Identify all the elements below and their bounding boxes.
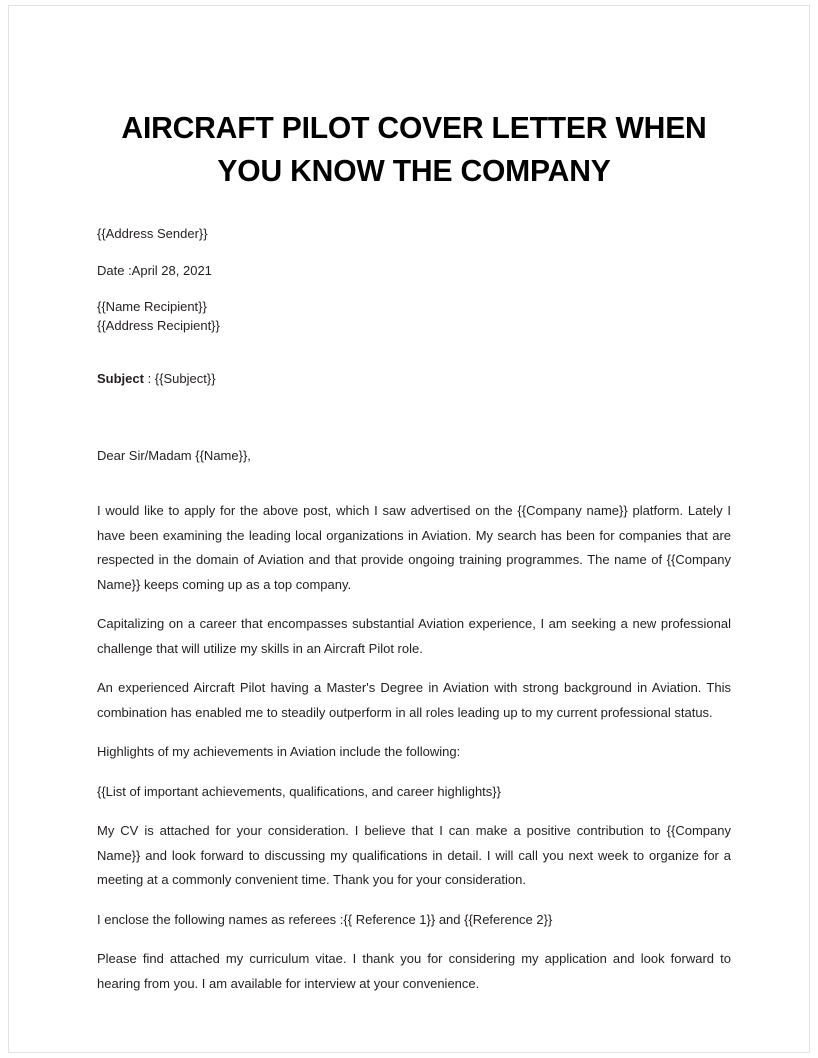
- subject-label: Subject: [97, 371, 144, 386]
- achievements-placeholder: {{List of important achievements, qualifications, and career highlights}}: [97, 783, 501, 799]
- recipient-address: {{Address Recipient}}: [97, 318, 220, 333]
- body-paragraph: I would like to apply for the above post, which I saw advertised on the {{Company name}} platform. Lately I have been examining the leading local organizations in Aviation. My search has been for companies that are respected in the domain of Aviation and that provide ongoing training programmes. The name of {{Company Name}} keeps coming up as a top company.: [97, 503, 731, 592]
- subject-line: [97, 368, 731, 389]
- body-paragraph: An experienced Aircraft Pilot having a Master's Degree in Aviation with strong background in Aviation. This combination has enabled me to steadily outperform in all roles leading up to my current professional status.: [97, 680, 731, 720]
- recipient-name: {{Name Recipient}}: [97, 299, 207, 314]
- body-paragraph: Capitalizing on a career that encompasses substantial Aviation experience, I am seeking a new professional challenge that will utilize my skills in an Aircraft Pilot role.: [97, 616, 731, 656]
- sender-address: {{Address Sender}}: [97, 226, 208, 241]
- recipient-block: [97, 297, 731, 335]
- subject-value: : {{Subject}}: [143, 371, 216, 386]
- body-paragraph: My CV is attached for your consideration. I believe that I can make a positive contribution to {{Company Name}} and look forward to discussing my qualifications in detail. I will call you next week to organize for a meeting at a commonly convenient time. Thank you for your consideration.: [97, 823, 731, 887]
- salutation: Dear Sir/Madam {{Name}},: [97, 448, 251, 463]
- letter-sheet: [8, 5, 810, 1053]
- achievements-intro: Highlights of my achievements in Aviation include the following:: [97, 744, 461, 759]
- closing-paragraph: Please find attached my curriculum vitae. I thank you for considering my application and look forward to hearing from you. I am available for interview at your convenience.: [97, 951, 731, 991]
- date-line: Date :April 28, 2021: [97, 263, 212, 278]
- page-title: AIRCRAFT PILOT COVER LETTER WHEN YOU KNOW THE COMPANY: [121, 110, 707, 188]
- referees-line: I enclose the following names as referees :{{ Reference 1}} and {{Reference 2}}: [97, 911, 553, 927]
- letter-content: [97, 106, 731, 996]
